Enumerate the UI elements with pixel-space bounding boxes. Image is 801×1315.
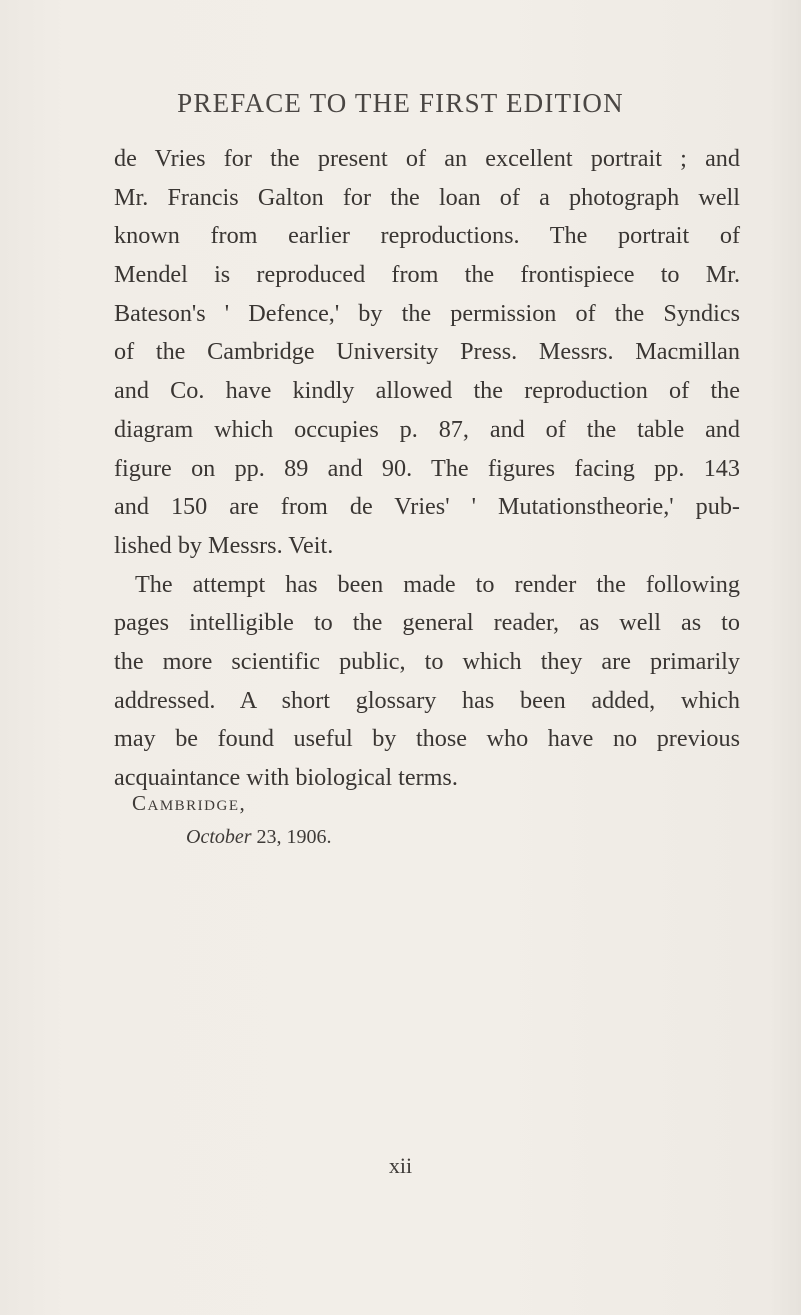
page-number: xii (388, 1153, 413, 1178)
signoff (132, 786, 332, 854)
text-line: de Vries for the present of an excellent portrait ; and (114, 145, 740, 172)
text-line: and Co. have kindly allowed the reproduction of the (114, 377, 740, 405)
text-line: The attempt has been made to render the following (135, 570, 740, 598)
text-line: diagram which occupies p. 87, and of the table and (114, 415, 740, 443)
text-line: may be found useful by those who have no previous (114, 725, 740, 753)
paragraph-2 (114, 566, 740, 798)
text-line: the more scientific public, to which they are primarily (114, 647, 740, 675)
signoff-day-year: 23, 1906. (251, 826, 332, 848)
text-line: lished by Messrs. Veit. (114, 531, 334, 559)
text-line: acquaintance with biological terms. (114, 764, 458, 791)
text-line: pages intelligible to the general reader, as well as to (114, 609, 740, 637)
text-line: Mendel is reproduced from the frontispiece to Mr. (114, 261, 740, 289)
text-line: figure on pp. 89 and 90. The figures facing pp. 143 (114, 454, 740, 482)
signoff-date (132, 820, 332, 854)
text-line: and 150 are from de Vries' ' Mutationstheorie,' pub- (114, 493, 740, 521)
text-line: known from earlier reproductions. The portrait of (114, 222, 740, 250)
text-line: of the Cambridge University Press. Messrs. Macmillan (114, 338, 740, 366)
paragraph-1 (114, 140, 740, 566)
text-line: addressed. A short glossary has been added, which (114, 686, 740, 714)
text-line: Mr. Francis Galton for the loan of a photograph well (114, 183, 740, 211)
preface-body (114, 140, 740, 798)
text-line: Bateson's ' Defence,' by the permission of the Syndics (114, 299, 740, 327)
signoff-month: October (186, 826, 252, 848)
signoff-place: Cambridge, (132, 791, 247, 815)
running-head: PREFACE TO THE FIRST EDITION (177, 88, 624, 118)
